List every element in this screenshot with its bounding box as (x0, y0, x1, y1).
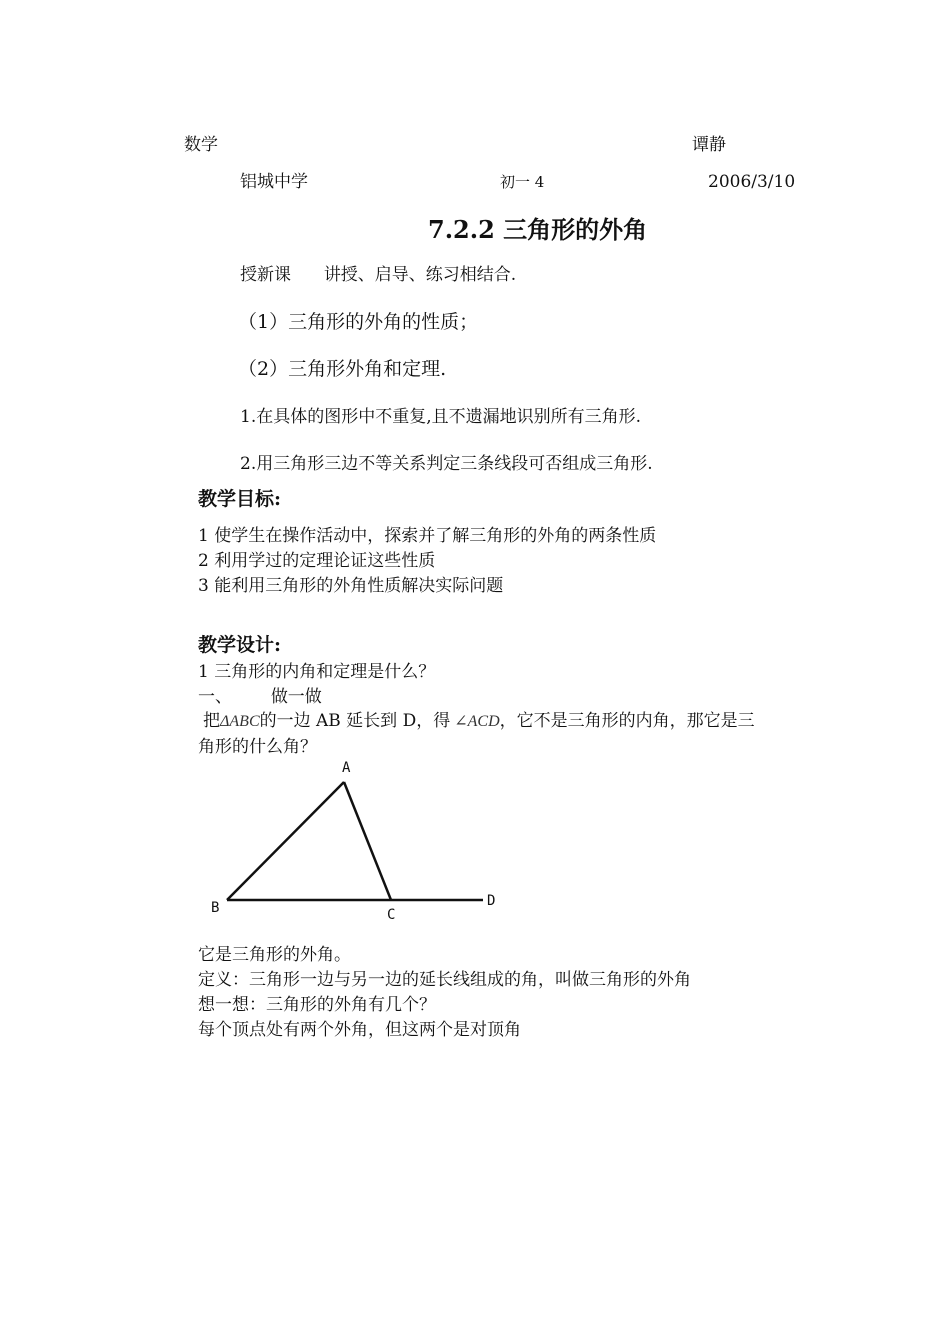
teacher-name: 谭静 (692, 135, 726, 155)
prompt-text: ，它不是三角形的内角，那它是三 (499, 711, 755, 731)
objectives-heading: 教学目标: (198, 488, 282, 510)
definition-text: 定义：三角形一边与另一边的延长线组成的角，叫做三角形的外角 (198, 970, 691, 990)
vertex-label-d: D (487, 893, 496, 909)
side-ab (227, 782, 344, 900)
triangle-figure (200, 755, 510, 925)
side-ac (344, 782, 391, 900)
prompt-text: 把 (203, 711, 220, 731)
school-name: 铝城中学 (240, 172, 308, 192)
class-name: 初一 4 (500, 173, 545, 191)
prompt-text: 的一边 AB 延长到 D，得 (259, 711, 451, 731)
objective-item: 3 能利用三角形的外角性质解决实际问题 (198, 576, 504, 596)
think-answer: 每个顶点处有两个外角，但这两个是对顶角 (198, 1020, 521, 1040)
angle-symbol: ∠ACD (454, 713, 500, 730)
design-heading: 教学设计: (198, 634, 282, 656)
design-question: 1 三角形的内角和定理是什么？ (198, 662, 436, 682)
think-question: 想一想：三角形的外角有几个？ (198, 995, 436, 1015)
design-prompt-cont: 角形的什么角？ (198, 737, 317, 757)
vertex-label-b: B (211, 900, 220, 916)
vertex-label-c: C (387, 907, 396, 923)
page-title: 7.2.2 三角形的外角 (428, 215, 648, 244)
course-type: 授新课 (240, 265, 291, 285)
difficulty-1: 1.在具体的图形中不重复,且不遗漏地识别所有三角形. (240, 407, 642, 427)
answer-text: 它是三角形的外角。 (198, 945, 351, 965)
lesson-date: 2006/3/10 (708, 172, 796, 192)
difficulty-2: 2.用三角形三边不等关系判定三条线段可否组成三角形. (240, 454, 653, 474)
course-method: 讲授、启导、练习相结合. (323, 265, 517, 285)
activity-number: 一、 (198, 687, 232, 707)
course-info (240, 265, 516, 285)
vertex-label-a: A (342, 760, 351, 776)
objective-item: 1 使学生在操作活动中，探索并了解三角形的外角的两条性质 (198, 526, 657, 546)
design-prompt (203, 711, 755, 731)
activity-title: 做一做 (270, 687, 322, 707)
triangle-symbol: ΔABC (220, 713, 260, 730)
key-point-2: （2）三角形外角和定理. (238, 358, 447, 380)
subject-label: 数学 (184, 135, 218, 155)
objective-item: 2 利用学过的定理论证这些性质 (198, 551, 436, 571)
key-point-1: （1）三角形的外角的性质； (238, 311, 479, 333)
activity-heading (198, 687, 322, 707)
